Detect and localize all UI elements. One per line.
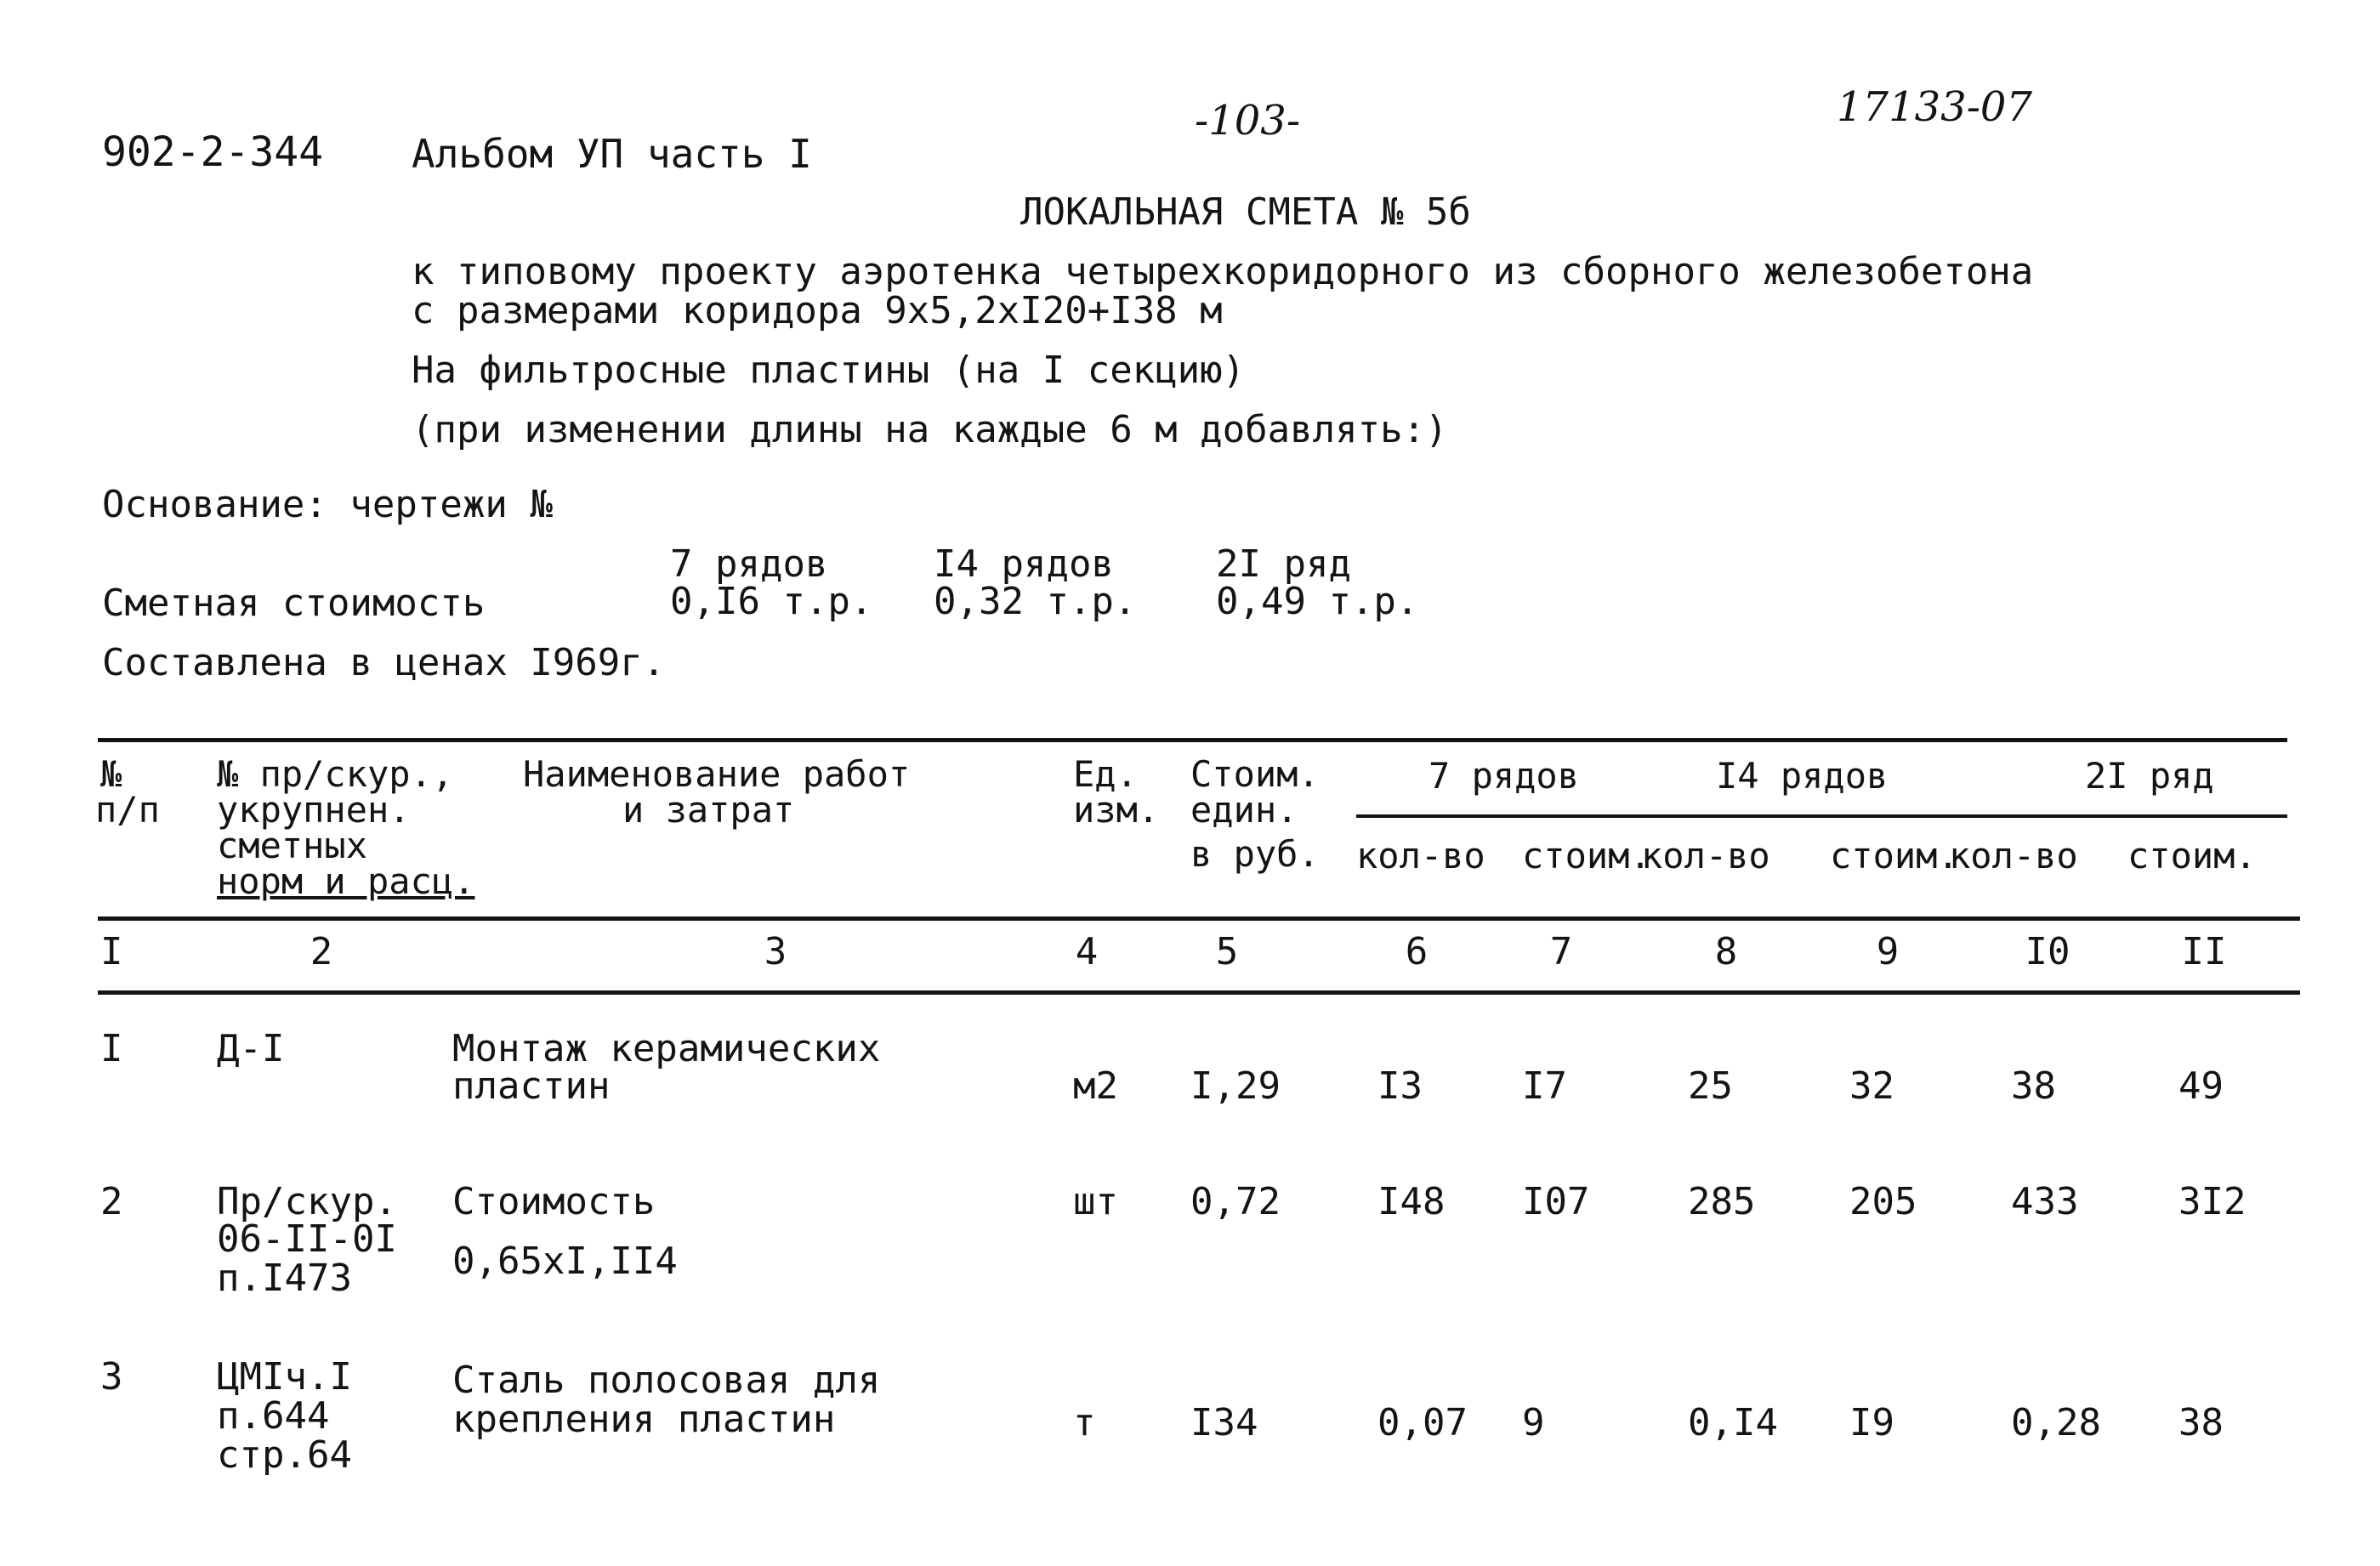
row-cost-14: 205: [1849, 1180, 1917, 1223]
column-number: 2: [310, 930, 333, 973]
row-qty-21: 38: [2011, 1064, 2056, 1108]
page-number: -103-: [1195, 97, 1301, 145]
column-number: 4: [1075, 930, 1099, 973]
header-cost-7: стоим.: [1522, 835, 1651, 877]
column-number: II: [2181, 930, 2227, 973]
variant-cost-7: 0,I6 т.р.: [670, 580, 873, 623]
variant-rows-14: I4 рядов: [934, 542, 1114, 586]
row-name: пластин: [452, 1064, 611, 1108]
header-name-2: и затрат: [622, 789, 795, 831]
row-cost-21: 49: [2178, 1064, 2224, 1108]
header-cost-21: стоим.: [2127, 835, 2257, 877]
row-name: Стоимость: [452, 1180, 656, 1223]
row-num: I: [100, 1027, 123, 1070]
header-qty-14: кол-во: [1641, 835, 1770, 877]
row-cost-21: 38: [2178, 1401, 2224, 1444]
row-qty-14: 285: [1688, 1180, 1756, 1223]
header-group-7: 7 рядов: [1429, 755, 1580, 797]
header-group-14: I4 рядов: [1716, 755, 1889, 797]
estimate-note: (при изменении длины на каждые 6 м добавлять:): [412, 408, 1448, 451]
header-cost-14: стоим.: [1830, 835, 1959, 877]
column-number: 6: [1405, 930, 1429, 973]
row-name: Сталь полосовая для: [452, 1359, 881, 1402]
row-qty-7: I3: [1377, 1064, 1423, 1108]
header-unit-cost-2: един.: [1190, 789, 1298, 831]
column-number: 3: [764, 930, 787, 973]
header-bottom-rule: [98, 916, 2300, 921]
row-norm: Д-I: [217, 1027, 285, 1070]
row-unit-cost: I34: [1190, 1401, 1258, 1444]
basis-label: Основание: чертежи №: [102, 483, 553, 526]
header-unit-1: Ед.: [1073, 753, 1138, 795]
row-name: 0,65хI,II4: [452, 1240, 678, 1283]
row-unit: м2: [1073, 1064, 1118, 1108]
row-qty-14: 0,I4: [1688, 1401, 1778, 1444]
row-cost-7: I7: [1522, 1064, 1567, 1108]
row-norm: 06-II-0I: [217, 1217, 397, 1261]
row-norm: Пр/скур.: [217, 1180, 397, 1223]
row-unit-cost: I,29: [1190, 1064, 1281, 1108]
variant-cost-21: 0,49 т.р.: [1216, 580, 1419, 623]
row-cost-7: 9: [1522, 1401, 1545, 1444]
row-num: 3: [100, 1355, 123, 1399]
subtitle-line-2: с размерами коридора 9х5,2хI20+I38 м: [412, 289, 1223, 332]
header-unit-2: изм.: [1073, 789, 1160, 831]
header-unit-cost-1: Стоим.: [1190, 753, 1320, 795]
header-num: №: [100, 753, 122, 795]
header-name-1: Наименование работ: [523, 753, 911, 795]
row-qty-7: 0,07: [1377, 1401, 1468, 1444]
cost-label: Сметная стоимость: [102, 582, 486, 625]
column-number: I0: [2025, 930, 2070, 973]
header-qty-21: кол-во: [1949, 835, 2078, 877]
row-qty-21: 0,28: [2011, 1401, 2101, 1444]
row-qty-21: 433: [2011, 1180, 2079, 1223]
column-number: 7: [1549, 930, 1573, 973]
row-norm: п.I473: [217, 1257, 352, 1300]
row-norm: п.644: [217, 1394, 330, 1438]
row-qty-14: 25: [1688, 1064, 1733, 1108]
row-cost-7: I07: [1522, 1180, 1590, 1223]
album-label: Альбом УП часть I: [412, 131, 812, 177]
column-number: 8: [1714, 930, 1738, 973]
column-number: I: [100, 930, 123, 973]
row-name: Монтаж керамических: [452, 1027, 881, 1070]
row-norm: стр.64: [217, 1433, 352, 1477]
row-unit: шт: [1073, 1180, 1118, 1223]
row-cost-14: I9: [1849, 1401, 1894, 1444]
subtitle-line-1: к типовому проекту аэротенка четырехкоридорного из сборного железобетона: [412, 250, 2034, 293]
header-norm-4: норм и расц.: [217, 860, 475, 902]
archive-number: 17133-07: [1837, 83, 2032, 131]
column-number: 9: [1876, 930, 1900, 973]
column-number: 5: [1215, 930, 1239, 973]
row-num: 2: [100, 1180, 123, 1223]
header-qty-7: кол-во: [1356, 835, 1485, 877]
header-norm-2: укрупнен.: [217, 789, 411, 831]
row-unit-cost: 0,72: [1190, 1180, 1281, 1223]
row-cost-14: 32: [1849, 1064, 1894, 1108]
document-code: 902-2-344: [102, 128, 324, 176]
table-top-rule: [98, 738, 2287, 742]
header-norm-3: сметных: [217, 825, 368, 866]
row-norm: ЦМIч.I: [217, 1355, 352, 1399]
group-header-rule: [1356, 814, 2287, 818]
column-numbers-rule: [98, 990, 2300, 995]
header-group-21: 2I ряд: [2085, 755, 2214, 797]
variant-cost-14: 0,32 т.р.: [934, 580, 1137, 623]
estimate-heading: ЛОКАЛЬНАЯ СМЕТА № 5б: [1020, 190, 1471, 234]
estimate-subject: На фильтросные пластины (на I секцию): [412, 349, 1246, 392]
row-cost-21: 3I2: [2178, 1180, 2247, 1223]
variant-rows-7: 7 рядов: [670, 542, 828, 586]
row-unit: т: [1073, 1401, 1096, 1444]
header-norm-1: № пр/скур.,: [217, 753, 454, 795]
prices-note: Составлена в ценах I969г.: [102, 641, 666, 684]
header-num-2: п/п: [95, 789, 160, 831]
row-name: крепления пластин: [452, 1398, 836, 1441]
row-qty-7: I48: [1377, 1180, 1446, 1223]
header-unit-cost-3: в руб.: [1190, 833, 1320, 875]
variant-rows-21: 2I ряд: [1216, 542, 1351, 586]
